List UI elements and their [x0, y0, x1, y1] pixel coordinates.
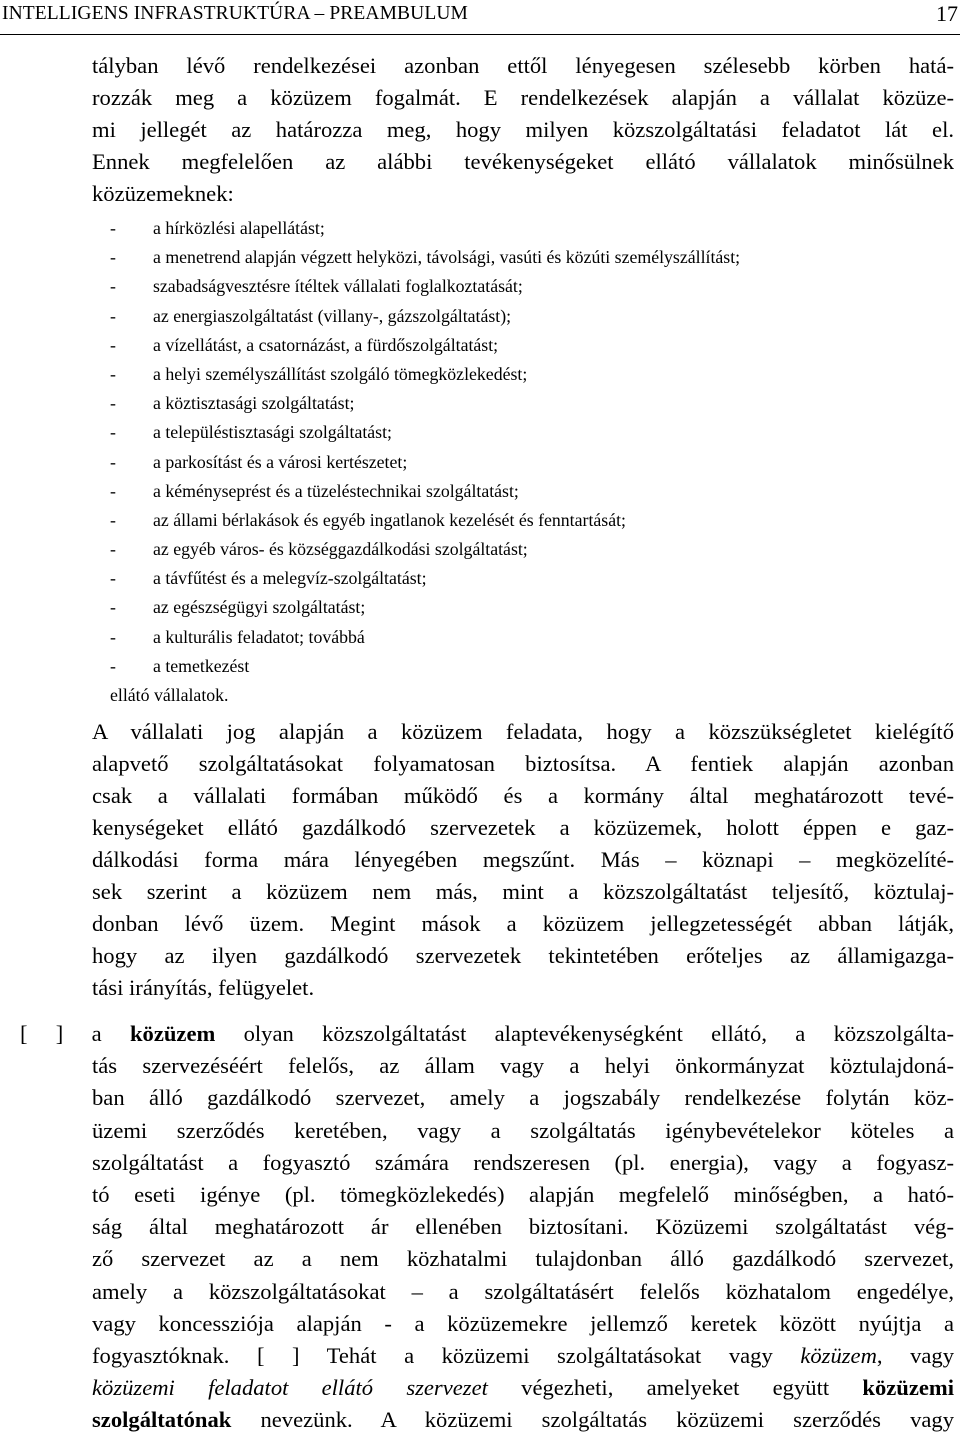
bold-term: szolgáltatónak	[92, 1407, 232, 1433]
text-line: mi jellegét az határozza meg, hogy milyen közszolgáltatási feladatot lát el.	[92, 117, 954, 142]
list-item	[110, 389, 740, 418]
text-line: tás szervezéséért felelős, az állam vagy a helyi önkormányzat köztulajdoná-	[92, 1053, 954, 1079]
text-line: alapvető szolgáltatásokat folyamatosan biztosítsa. A fentiek alapján azonban	[92, 751, 954, 776]
intro-paragraph	[92, 50, 954, 210]
italic-term: közüzem	[800, 1342, 877, 1368]
text-line: vagy koncessziója alapján - a közüzemekre jellemző keretek között nyújtja a	[92, 1310, 954, 1336]
list-item-text: az állami bérlakások és egyéb ingatlanok kezelését és fenntartását;	[153, 509, 626, 530]
text-line: ző szervezet az a nem közhatalmi tulajdonban álló gazdálkodó szervezet,	[92, 1246, 954, 1272]
text-line: üzemi szerződés keretében, vagy a szolgáltatás igénybevételekor köteles a	[92, 1117, 954, 1143]
text-run: nevezünk. A közüzemi szolgáltatás közüzemi szerződés vagy	[260, 1407, 954, 1433]
running-header	[0, 0, 960, 35]
list-dash: -	[110, 305, 116, 326]
list-dash: -	[110, 626, 116, 647]
text-line: amely a közszolgáltatásokat – a szolgáltatásért felelős közhatalom engedélye,	[92, 1278, 954, 1304]
text-line: szolgáltatást a fogyasztó számára rendszeresen (pl. energia), vagy a fogyasz-	[92, 1149, 954, 1175]
list-dash: -	[110, 568, 116, 589]
text-line: tási irányítás, felügyelet.	[92, 975, 315, 1000]
text-line: ság által meghatározott ár ellenében biztosítani. Közüzemi szolgáltatást vég-	[92, 1214, 954, 1240]
list-item	[110, 272, 740, 301]
text-line: A vállalati jog alapján a közüzem feladata, hogy a közszükségletet kielégítő	[92, 719, 954, 744]
text-line: tó eseti igénye (pl. tömegközlekedés) alapján megfelelő minőségben, a ható-	[92, 1181, 954, 1207]
list-item-text: a köztisztasági szolgáltatást;	[153, 393, 355, 414]
list-item	[110, 302, 740, 331]
list-item-text: a parkosítást és a városi kertészetet;	[153, 451, 408, 472]
list-item	[110, 331, 740, 360]
text-line: Ennek megfelelően az alábbi tevékenységeket ellátó vállalatok minősülnek	[92, 149, 954, 174]
list-dash: -	[110, 480, 116, 501]
list-item	[110, 360, 740, 389]
definition-paragraph	[20, 1018, 954, 1436]
list-item	[110, 593, 740, 622]
list-item	[110, 564, 740, 593]
text-line: hogy az ilyen gazdálkodó szervezetek tekintetében erőteljes az államigazga-	[92, 943, 954, 968]
company-law-paragraph	[92, 716, 954, 1004]
list-item-text: az egészségügyi szolgáltatást;	[153, 597, 366, 618]
list-item-text: az egyéb város- és községgazdálkodási szolgáltatást;	[153, 539, 528, 560]
list-item-text: a településtisztasági szolgáltatást;	[153, 422, 392, 443]
text-line: ban álló gazdálkodó szervezet, amely a jogszabály rendelkezése folytán köz-	[92, 1085, 954, 1111]
text-line: csak a vállalati formában működő és a kormány által meghatározott tevé-	[92, 783, 954, 808]
list-item	[110, 418, 740, 447]
text-line: sek szerint a közüzem nem más, mint a közszolgáltatást teljesítő, köztulaj-	[92, 879, 954, 904]
list-item-text: a helyi személyszállítást szolgáló tömegközlekedést;	[153, 363, 528, 384]
text-line: kenységeket ellátó gazdálkodó szervezetek a közüzemek, holott éppen e gaz-	[92, 815, 954, 840]
list-dash: -	[110, 451, 116, 472]
text-line: tályban lévő rendelkezései azonban ettől lényegesen szélesebb körben hatá-	[92, 53, 954, 78]
text-line	[20, 1404, 954, 1436]
list-dash: -	[110, 597, 116, 618]
list-item	[110, 243, 740, 272]
list-dash: -	[110, 655, 116, 676]
list-item	[110, 214, 740, 243]
list-item	[110, 477, 740, 506]
list-dash: -	[110, 422, 116, 443]
list-item-text: a kéményseprést és a tüzeléstechnikai szolgáltatást;	[153, 480, 519, 501]
list-closing: ellátó vállalatok.	[110, 685, 229, 705]
list-item	[110, 623, 740, 652]
list-dash: -	[110, 509, 116, 530]
list-dash: -	[110, 276, 116, 297]
list-item-text: szabadságvesztésre ítéltek vállalati foglalkoztatását;	[153, 276, 523, 297]
list-item	[110, 652, 740, 681]
list-item-text: a vízellátást, a csatornázást, a fürdőszolgáltatást;	[153, 334, 499, 355]
text-line: közüzemeknek:	[92, 181, 234, 206]
defined-term: közüzem	[129, 1021, 216, 1046]
list-dash: -	[110, 539, 116, 560]
list-dash: -	[110, 334, 116, 355]
italic-term: közüzemi feladatot ellátó szervezet	[92, 1375, 488, 1401]
page-number: 17	[936, 1, 958, 26]
list-item-text: a temetkezést	[153, 655, 250, 676]
text-line: dálkodási forma mára lényegében megszűnt. Más – köznapi – megközelíté-	[92, 847, 954, 872]
list-dash: -	[110, 393, 116, 414]
text-run: végezheti, amelyeket együtt	[521, 1375, 830, 1401]
text-run: , vagy	[876, 1342, 954, 1368]
public-utility-list	[110, 214, 740, 710]
list-dash: -	[110, 247, 116, 268]
list-item	[110, 506, 740, 535]
text-run: olyan közszolgáltatást alaptevékenységként ellátó, a közszolgálta-	[243, 1021, 954, 1046]
list-item	[110, 535, 740, 564]
list-item	[110, 448, 740, 477]
text-line	[20, 1018, 954, 1050]
list-item-text: az energiaszolgáltatást (villany-, gázszolgáltatást);	[153, 305, 512, 326]
list-item-text: a menetrend alapján végzett helyközi, távolsági, vasúti és közúti személyszállítást;	[153, 247, 741, 268]
list-item-text: a kulturális feladatot; továbbá	[153, 626, 365, 647]
text-line	[20, 1340, 954, 1372]
header-title: INTELLIGENS INFRASTRUKTÚRA – PREAMBULUM	[2, 3, 468, 24]
list-item-text: a távfűtést és a melegvíz-szolgáltatást;	[153, 568, 427, 589]
text-line	[20, 1372, 954, 1404]
text-line: rozzák meg a közüzem fogalmát. E rendelkezések alapján a vállalat közüze-	[92, 85, 954, 110]
list-item-text: a hírközlési alapellátást;	[153, 218, 325, 238]
bold-term: közüzemi	[862, 1375, 954, 1401]
bracket-placeholder: [ ] a	[20, 1021, 102, 1046]
list-dash: -	[110, 363, 116, 384]
list-dash: -	[110, 218, 116, 238]
text-line: donban lévő üzem. Megint mások a közüzem jellegzetességét abban látják,	[92, 911, 954, 936]
text-run: fogyasztóknak. [ ] Tehát a közüzemi szolgáltatásokat vagy	[92, 1342, 773, 1368]
